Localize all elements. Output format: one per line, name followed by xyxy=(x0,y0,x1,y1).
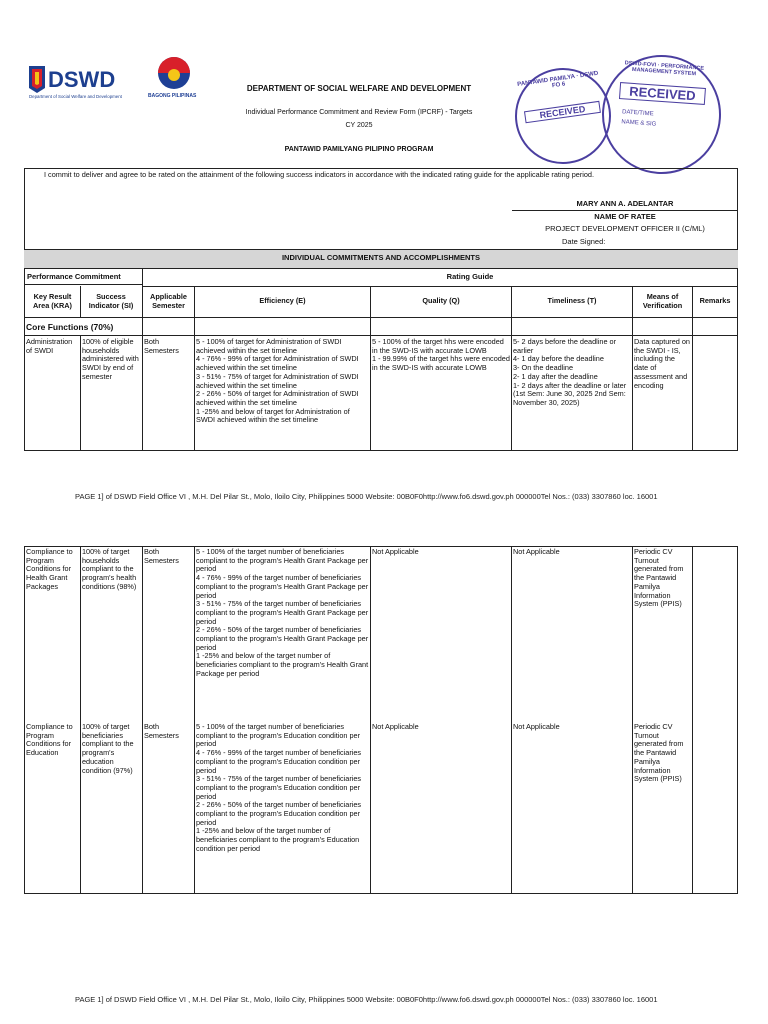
row1-timeliness: 5- 2 days before the deadline or earlier 4- 1 day before the deadline 3- On the deadline 2- 1 day after the deadline 1- 2 days after the deadline or later (1st Sem: June 30, 2025 2nd Sem: November 30, 2025) xyxy=(513,338,627,407)
row2-kra: Compliance to Program Conditions for Health Grant Packages xyxy=(26,548,73,591)
row1-efficiency: 5 - 100% of target for Administration of SWDI achieved within the set timeline 4 - 76% - 99% of target for Administration of SWDI achieved within the set timeline 3 - 51% - 75% of target for Administration of SWDI achieved within the set timeline 2 - 26% - 50% of target for Administration of SWDI achieved within the set timeline 1 -25% and below of target for Administration of SWDI achieved within the set timeline xyxy=(196,338,359,425)
row2-mov: Periodic CV Turnout generated from the Pantawid Pamilya Information System (PPIS) xyxy=(634,548,684,609)
received-stamp-large: DSWD-FOVI · PERFORMANCE MANAGEMENT SYSTEM RECEIVED DATE/TIME NAME & SIG xyxy=(598,51,725,178)
performance-commitment-label: Performance Commitment xyxy=(27,273,121,281)
col-semester: Applicable Semester xyxy=(150,293,187,310)
calendar-year: CY 2025 xyxy=(345,122,373,129)
row3-kra: Compliance to Program Conditions for Education xyxy=(26,723,73,758)
row1-mov: Data captured on the SWDI - IS, including the date of assessment and encoding xyxy=(634,338,690,390)
row2-timeliness: Not Applicable xyxy=(513,548,560,556)
ratee-position: PROJECT DEVELOPMENT OFFICER II (C/ML) xyxy=(545,225,705,233)
page-footer-1: PAGE 1] of DSWD Field Office VI , M.H. Del Pilar St., Molo, Iloilo City, Philippines 5000 Website: 00B0F0http://www.fo6.dswd.gov.ph 000000Tel Nos.: (033) 3307860 loc. 16001 xyxy=(75,492,658,501)
col-remarks: Remarks xyxy=(699,297,731,305)
dswd-logo xyxy=(27,62,127,100)
dswd-logo-text: DSWD xyxy=(48,67,116,92)
row3-si: 100% of target beneficiaries compliant to the program's education condition (97%) xyxy=(82,723,134,775)
ratee-name: MARY ANN A. ADELANTAR xyxy=(576,200,674,208)
row3-semester: Both Semesters xyxy=(144,723,179,740)
col-si: Success Indicator (SI) xyxy=(88,293,134,310)
date-signed: Date Signed: xyxy=(562,238,606,246)
row2-semester: Both Semesters xyxy=(144,548,179,565)
dswd-logo-subtitle: Department of Social Welfare and Development xyxy=(29,94,122,99)
bagong-logo-text: BAGONG PILIPINAS xyxy=(148,93,197,99)
row3-timeliness: Not Applicable xyxy=(513,723,560,731)
section-core-functions: Core Functions (70%) xyxy=(26,322,114,332)
rating-guide-label: Rating Guide xyxy=(446,273,494,281)
col-kra: Key Result Area (KRA) xyxy=(33,293,72,310)
department-name: DEPARTMENT OF SOCIAL WELFARE AND DEVELOPMENT xyxy=(246,84,472,93)
form-title: Individual Performance Commitment and Review Form (IPCRF) - Targets xyxy=(245,109,473,116)
program-name: PANTAWID PAMILYANG PILIPINO PROGRAM xyxy=(284,146,434,153)
col-quality: Quality (Q) xyxy=(422,297,460,305)
commitment-statement: I commit to deliver and agree to be rated on the attainment of the following success indicators in accordance with the indicated rating guide for the applicable rating period. xyxy=(44,171,595,179)
ratee-label: NAME OF RATEE xyxy=(594,213,656,221)
row1-si: 100% of eligible households administered with SWDI by end of semester xyxy=(82,338,139,381)
row3-efficiency: 5 - 100% of the target number of beneficiaries compliant to the program's Education condition per period 4 - 76% - 99% of the target number of beneficiaries compliant to the program's Education condition per period 3 - 51% - 75% of the target number of beneficiaries compliant to the program's Education condition per period 2 - 26% - 50% of the target number of beneficiaries compliant to the program's Education condition per period 1 -25% and below of the target number of beneficiaries compliant to the program's Education condition per period xyxy=(196,723,362,853)
col-efficiency: Efficiency (E) xyxy=(259,297,306,305)
row2-si: 100% of target households compliant to the program's health conditions (98%) xyxy=(82,548,137,591)
received-stamp-small: PANTAWID PAMILYA · DSWD FO 6 RECEIVED xyxy=(509,62,617,170)
row1-semester: Both Semesters xyxy=(144,338,179,355)
row2-quality: Not Applicable xyxy=(372,548,419,556)
row1-quality: 5 - 100% of the target hhs were encoded in the SWD-IS with accurate LOWB 1 - 99.99% of the target hhs were encoded in the SWD-IS with accurate LOWB xyxy=(372,338,510,373)
row3-quality: Not Applicable xyxy=(372,723,419,731)
bagong-pilipinas-logo xyxy=(144,55,204,100)
row2-efficiency: 5 - 100% of the target number of beneficiaries compliant to the program's Health Grant Package per period 4 - 76% - 99% of the target number of beneficiaries compliant to the program's Health Grant Package per period 3 - 51% - 75% of the target number of beneficiaries compliant to the program's Health Grant Package per period 2 - 26% - 50% of the target number of beneficiaries compliant to the program's Health Grant Package per period 1 -25% and below of the target number of beneficiaries compliant to the program's Health Grant Package per period xyxy=(196,548,369,678)
row3-mov: Periodic CV Turnout generated from the Pantawid Pamilya Information System (PPIS) xyxy=(634,723,684,784)
table-banner: INDIVIDUAL COMMITMENTS AND ACCOMPLISHMENTS xyxy=(281,254,481,262)
col-mov: Means of Verification xyxy=(642,293,683,310)
page-footer-2: PAGE 1] of DSWD Field Office VI , M.H. Del Pilar St., Molo, Iloilo City, Philippines 5000 Website: 00B0F0http://www.fo6.dswd.gov.ph 000000Tel Nos.: (033) 3307860 loc. 16001 xyxy=(75,995,658,1004)
row1-kra: Administration of SWDI xyxy=(26,338,73,355)
col-timeliness: Timeliness (T) xyxy=(547,297,597,305)
